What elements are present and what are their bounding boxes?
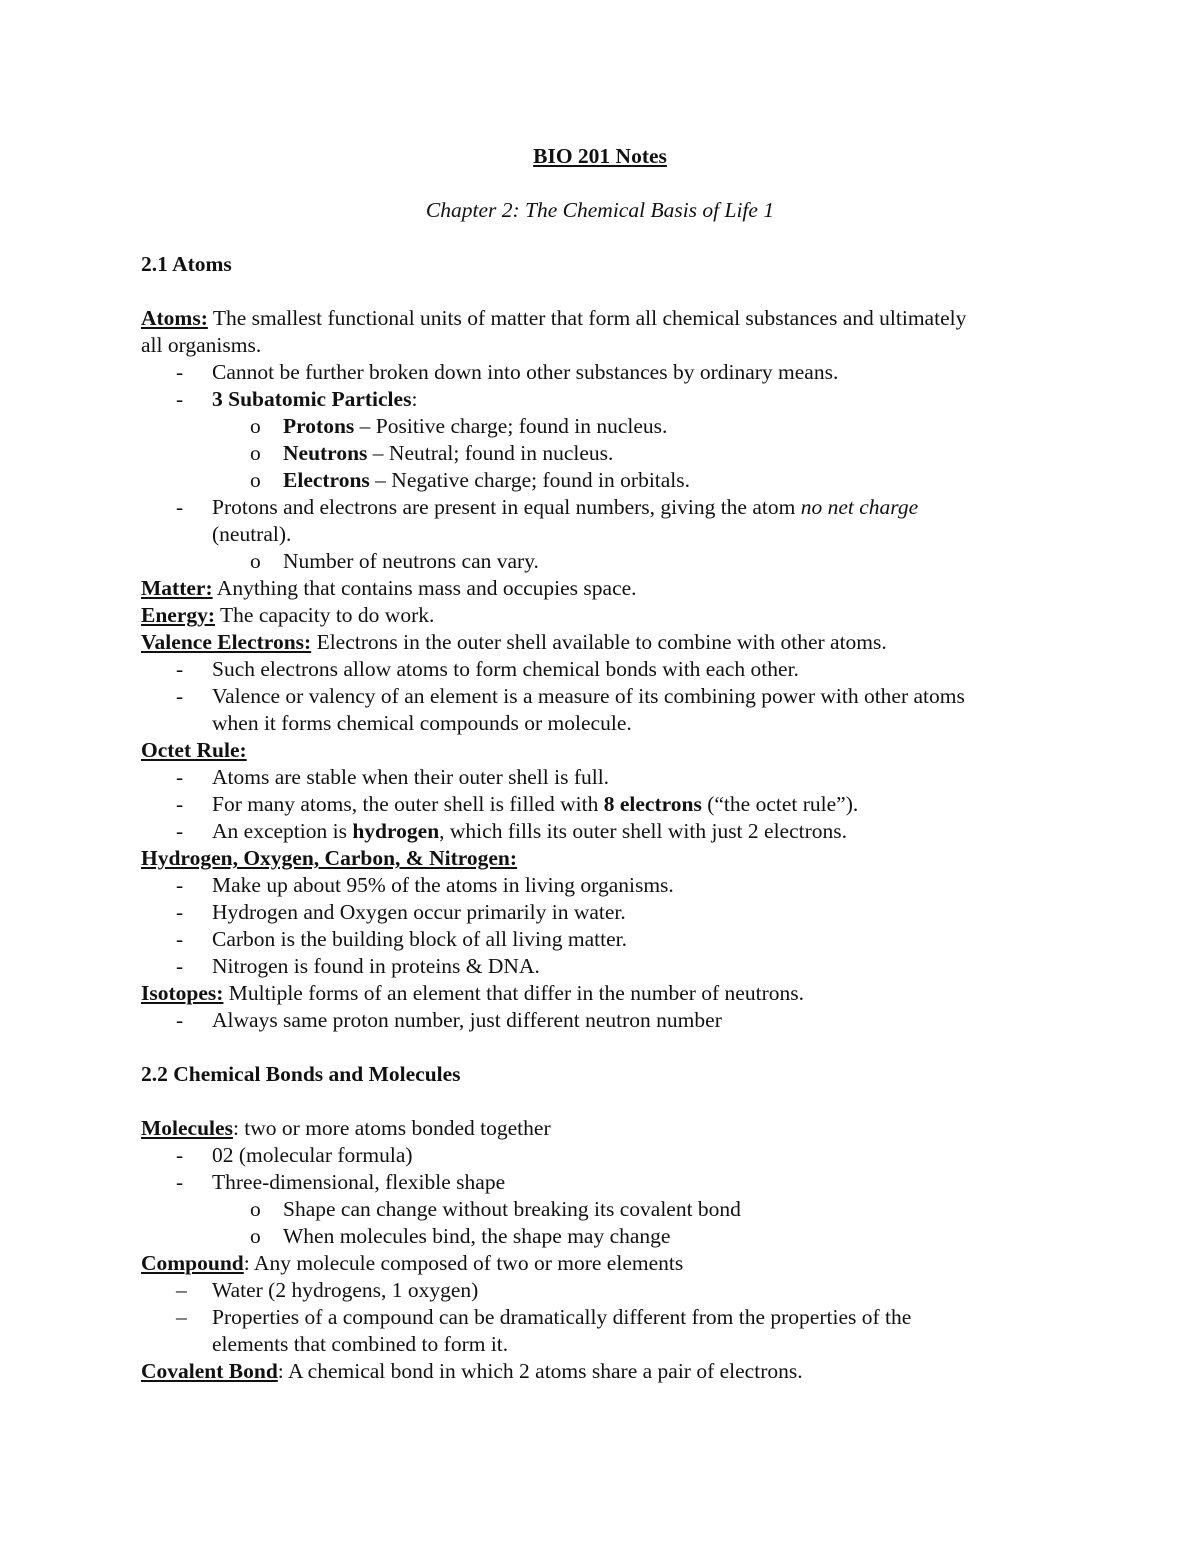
text-run: Anything that contains mass and occupies space. — [212, 576, 637, 600]
text-run: when it forms chemical compounds or molecule. — [212, 711, 632, 735]
document-title: BIO 201 Notes — [533, 144, 667, 168]
text-run: Number of neutrons can vary. — [283, 549, 539, 573]
list-item — [141, 656, 1101, 683]
text-run: elements that combined to form it. — [212, 1332, 509, 1356]
list-item — [141, 494, 1101, 521]
text-run: Protons and electrons are present in equal numbers, giving the atom — [212, 495, 801, 519]
text-run: Electrons in the outer shell available to combine with other atoms. — [311, 630, 887, 654]
list-item — [141, 1007, 1101, 1034]
dash-bullet-icon: - — [176, 1008, 184, 1032]
text-run: Water (2 hydrogens, 1 oxygen) — [212, 1278, 479, 1302]
list-item — [141, 467, 1101, 494]
circle-bullet-icon: o — [250, 441, 261, 465]
text-run: no net charge — [800, 495, 919, 519]
text-run: (“the octet rule”). — [701, 792, 859, 816]
text-run: 3 Subatomic Particles — [212, 387, 412, 411]
dash-bullet-icon: - — [176, 1170, 184, 1194]
text-run: For many atoms, the outer shell is filled with — [212, 792, 604, 816]
circle-bullet-icon: o — [250, 1224, 261, 1248]
paragraph — [141, 737, 1101, 764]
dash-bullet-icon: - — [176, 819, 184, 843]
paragraph — [141, 980, 1101, 1007]
term-label: Matter: — [141, 576, 213, 600]
term-label: Molecules — [141, 1116, 233, 1140]
list-item — [141, 818, 1101, 845]
list-item — [141, 359, 1101, 386]
text-run: An exception is — [212, 819, 353, 843]
continuation-line — [141, 521, 1101, 548]
paragraph — [141, 845, 1101, 872]
text-run: Cannot be further broken down into other substances by ordinary means. — [212, 360, 839, 384]
list-item — [141, 872, 1101, 899]
list-item — [141, 440, 1101, 467]
text-run: Always same proton number, just different neutron number — [212, 1008, 722, 1032]
term-label: Compound — [141, 1251, 244, 1275]
term-label: Valence Electrons: — [141, 630, 312, 654]
term-label: Octet Rule: — [141, 738, 247, 762]
text-run: The capacity to do work. — [215, 603, 435, 627]
list-item — [141, 1223, 1101, 1250]
list-item — [141, 953, 1101, 980]
text-run: Make up about 95% of the atoms in living organisms. — [212, 873, 674, 897]
list-item — [141, 386, 1101, 413]
list-item — [141, 1142, 1101, 1169]
text-run: : — [411, 387, 418, 411]
continuation-line — [141, 1331, 1101, 1358]
text-run: (neutral). — [212, 522, 292, 546]
text-run: Hydrogen and Oxygen occur primarily in water. — [212, 900, 626, 924]
list-item — [141, 1304, 1101, 1331]
text-run: Three-dimensional, flexible shape — [212, 1170, 506, 1194]
section-heading — [141, 1061, 1101, 1088]
section-heading — [141, 251, 1101, 278]
term-label: Atoms: — [141, 306, 208, 330]
text-run: 8 electrons — [603, 792, 702, 816]
text-run: hydrogen — [352, 819, 440, 843]
list-item — [141, 791, 1101, 818]
list-item — [141, 683, 1101, 710]
dash-bullet-icon: - — [176, 1143, 184, 1167]
list-item — [141, 764, 1101, 791]
text-run: Protons — [283, 414, 355, 438]
text-run: Carbon is the building block of all living matter. — [212, 927, 628, 951]
list-item — [141, 548, 1101, 575]
list-item — [141, 926, 1101, 953]
dash-bullet-icon: - — [176, 900, 184, 924]
text-run: 02 (molecular formula) — [212, 1143, 413, 1167]
text-run: , which fills its outer shell with just 2 electrons. — [439, 819, 848, 843]
text-run: Multiple forms of an element that differ in the number of neutrons. — [223, 981, 804, 1005]
term-label: Hydrogen, Oxygen, Carbon, & Nitrogen: — [141, 846, 518, 870]
dash-bullet-icon: - — [176, 873, 184, 897]
dash-bullet-icon: – — [176, 1305, 187, 1329]
paragraph — [141, 602, 1101, 629]
text-run: Valence or valency of an element is a measure of its combining power with other atoms — [212, 684, 965, 708]
dash-bullet-icon: - — [176, 387, 184, 411]
text-run: : A chemical bond in which 2 atoms share a pair of electrons. — [277, 1359, 803, 1383]
text-run: Properties of a compound can be dramatically different from the properties of the — [212, 1305, 912, 1329]
text-run: all organisms. — [141, 333, 262, 357]
paragraph — [141, 1115, 1101, 1142]
dash-bullet-icon: – — [176, 1278, 187, 1302]
paragraph — [141, 629, 1101, 656]
document-page — [141, 143, 1101, 1385]
dash-bullet-icon: - — [176, 927, 184, 951]
paragraph — [141, 1250, 1101, 1277]
paragraph — [141, 1358, 1101, 1385]
text-run: : Any molecule composed of two or more elements — [243, 1251, 684, 1275]
text-run: Neutrons — [283, 441, 368, 465]
term-label: Covalent Bond — [141, 1359, 278, 1383]
circle-bullet-icon: o — [250, 468, 261, 492]
dash-bullet-icon: - — [176, 360, 184, 384]
list-item — [141, 1196, 1101, 1223]
chapter-subtitle: Chapter 2: The Chemical Basis of Life 1 — [425, 198, 775, 222]
text-run: Atoms are stable when their outer shell is full. — [212, 765, 610, 789]
text-run: Such electrons allow atoms to form chemical bonds with each other. — [212, 657, 799, 681]
paragraph — [141, 575, 1101, 602]
term-label: Isotopes: — [141, 981, 224, 1005]
dash-bullet-icon: - — [176, 684, 184, 708]
circle-bullet-icon: o — [250, 414, 261, 438]
dash-bullet-icon: - — [176, 495, 184, 519]
list-item — [141, 899, 1101, 926]
dash-bullet-icon: - — [176, 765, 184, 789]
text-run: Nitrogen is found in proteins & DNA. — [212, 954, 540, 978]
text-run: 2.1 Atoms — [141, 252, 232, 276]
text-run: Shape can change without breaking its covalent bond — [283, 1197, 741, 1221]
circle-bullet-icon: o — [250, 549, 261, 573]
dash-bullet-icon: - — [176, 657, 184, 681]
text-run: – Neutral; found in nucleus. — [367, 441, 614, 465]
document-body — [141, 251, 1101, 1385]
paragraph — [141, 305, 1101, 332]
dash-bullet-icon: - — [176, 954, 184, 978]
circle-bullet-icon: o — [250, 1197, 261, 1221]
dash-bullet-icon: - — [176, 792, 184, 816]
text-run: The smallest functional units of matter that form all chemical substances and ultimately — [207, 306, 967, 330]
text-run: – Positive charge; found in nucleus. — [354, 414, 668, 438]
text-run: : two or more atoms bonded together — [232, 1116, 551, 1140]
continuation-line — [141, 332, 1101, 359]
list-item — [141, 413, 1101, 440]
continuation-line — [141, 710, 1101, 737]
list-item — [141, 1169, 1101, 1196]
term-label: Energy: — [141, 603, 216, 627]
text-run: 2.2 Chemical Bonds and Molecules — [141, 1062, 461, 1086]
text-run: – Negative charge; found in orbitals. — [369, 468, 691, 492]
text-run: When molecules bind, the shape may change — [283, 1224, 671, 1248]
text-run: Electrons — [283, 468, 370, 492]
list-item — [141, 1277, 1101, 1304]
